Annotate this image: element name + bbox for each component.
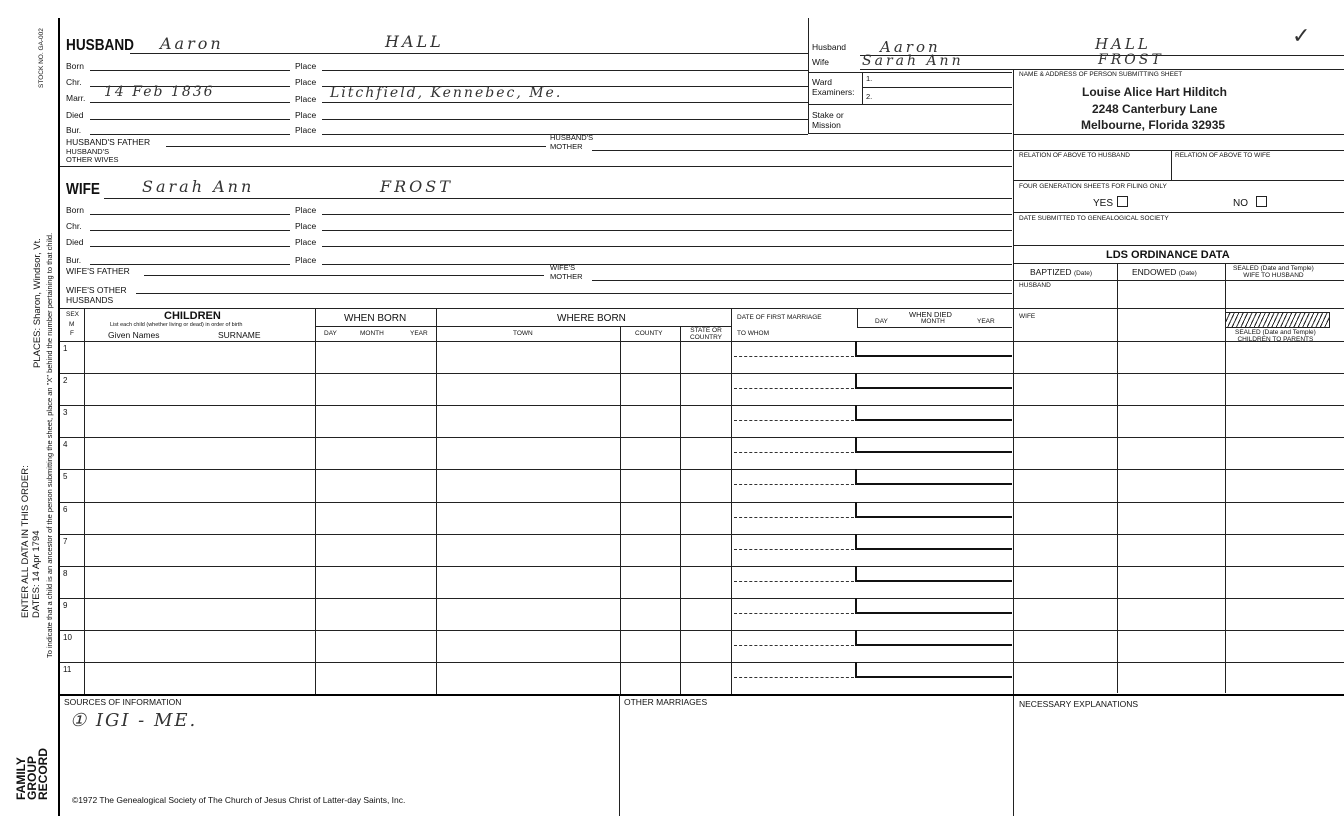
child-row-number: 7 <box>63 536 68 546</box>
wife-died-place-line <box>322 246 1012 247</box>
marriage-date-dashline <box>734 388 854 389</box>
marriage-date-dashline <box>734 420 854 421</box>
relation-bottom-border <box>1013 180 1344 181</box>
husband-bur-label: Bur. <box>66 125 82 135</box>
marriage-date-dashline <box>734 613 854 614</box>
marriage-date-dashline <box>734 517 854 518</box>
husband-chr-label: Chr. <box>66 77 82 87</box>
town-label: TOWN <box>513 330 533 337</box>
wifes-mother-label <box>550 263 583 281</box>
wife-chr-line <box>90 230 290 231</box>
yes-label: YES <box>1093 198 1114 209</box>
husband-heading: HUSBAND <box>66 37 134 54</box>
state-label-1: STATE OR <box>690 327 722 334</box>
ward-mid-border <box>808 104 1012 105</box>
child-row-number: 6 <box>63 504 68 514</box>
child-row-number: 8 <box>63 568 68 578</box>
submitter-city: Melbourne, Florida 32935 <box>1081 118 1226 132</box>
wifes-father-line <box>144 275 544 276</box>
marriage-date-dashline <box>734 677 854 678</box>
wife-born-place-line <box>322 214 1012 215</box>
child-row-line <box>60 469 1344 470</box>
other-husbands-label-2: HUSBANDS <box>66 295 114 305</box>
ward-husband-label: Husband <box>812 42 847 52</box>
sealed-wife-label-1: SEALED (Date and Temple) <box>1233 265 1314 272</box>
ward-top-border <box>808 72 1012 73</box>
col-state-divider <box>680 326 681 694</box>
sources-label: SOURCES OF INFORMATION <box>64 697 182 707</box>
husbands-mother-label-2: MOTHER <box>550 142 583 151</box>
no-label: NO <box>1233 198 1248 209</box>
born-day-label: DAY <box>324 330 337 337</box>
husband-marr-place-line <box>322 102 808 103</box>
husbands-father-label: HUSBAND'S FATHER <box>66 137 151 147</box>
sex-label: SEX <box>66 311 80 318</box>
husband-surname: HALL <box>385 32 444 51</box>
husband-marr-place-label: Place <box>295 94 317 104</box>
relation-wife-label: RELATION OF ABOVE TO WIFE <box>1175 152 1271 159</box>
baptized-date-note: (Date) <box>1073 270 1092 277</box>
wife-born-label: Born <box>66 205 84 215</box>
county-label: COUNTY <box>635 330 663 337</box>
wife-chr-place-label: Place <box>295 221 317 231</box>
husband-marr-label: Marr. <box>66 93 86 103</box>
wife-given-name: Sarah Ann <box>142 177 255 196</box>
ward-label: Ward <box>812 77 832 87</box>
examiner-2-label: 2. <box>866 92 873 101</box>
other-wives-label-2: OTHER WIVES <box>66 155 119 164</box>
husband-born-label: Born <box>66 61 84 71</box>
ward-wife-surname: FROST <box>1098 52 1164 68</box>
child-row-number: 2 <box>63 376 68 386</box>
child-row-line <box>60 502 1344 503</box>
child-row-line <box>60 630 1344 631</box>
lds-wife-label: WIFE <box>1019 313 1036 320</box>
ward-wife-label: Wife <box>812 57 829 67</box>
submitter-label: NAME & ADDRESS OF PERSON SUBMITTING SHEET <box>1019 71 1183 78</box>
four-gen-label: FOUR GENERATION SHEETS FOR FILING ONLY <box>1019 183 1167 190</box>
death-date-box <box>855 341 1012 357</box>
checkmark-icon: ✓ <box>1292 24 1314 49</box>
child-row-number: 5 <box>63 472 68 482</box>
wife-bur-place-label: Place <box>295 255 317 265</box>
wifes-father-label: WIFE'S FATHER <box>66 266 130 276</box>
first-marriage-label: DATE OF FIRST MARRIAGE <box>737 314 822 321</box>
relation-husband-label: RELATION OF ABOVE TO HUSBAND <box>1019 152 1130 159</box>
child-row-number: 4 <box>63 440 68 450</box>
children-title: CHILDREN <box>164 310 221 322</box>
wifes-other-husbands-label <box>66 285 127 305</box>
died-year-label: YEAR <box>977 318 995 325</box>
wife-died-line <box>90 246 290 247</box>
husbands-father-line <box>166 146 546 147</box>
death-date-box <box>855 630 1012 646</box>
sealed-children-label-1: SEALED (Date and Temple) <box>1235 329 1316 336</box>
wife-born-place-label: Place <box>295 205 317 215</box>
marriage-date-dashline <box>734 581 854 582</box>
husband-born-line <box>90 70 290 71</box>
other-wives-label-1: HUSBAND'S <box>66 147 110 156</box>
children-instruction: List each child (whether living or dead) in order of birth <box>110 322 243 328</box>
husband-section-bottom <box>60 166 1012 167</box>
wife-chr-place-line <box>322 230 1012 231</box>
husband-bur-line <box>90 134 290 135</box>
child-row-line <box>60 405 1344 406</box>
death-date-box <box>855 469 1012 485</box>
relation-divider <box>1171 150 1172 180</box>
husbands-mother-label <box>550 133 593 151</box>
other-husbands-label-1: WIFE'S OTHER <box>66 285 127 295</box>
child-row-number: 3 <box>63 408 68 418</box>
relation-top-border <box>1013 150 1344 151</box>
stake-label: Stake or <box>812 110 844 120</box>
death-date-box <box>855 662 1012 678</box>
husband-died-label: Died <box>66 110 84 120</box>
yes-checkbox[interactable] <box>1117 196 1128 207</box>
col-county-divider <box>620 326 621 694</box>
lds-title-bottom <box>1013 263 1344 264</box>
ward-wife-given: Sarah Ann <box>862 53 964 69</box>
death-date-box <box>855 373 1012 389</box>
sealed-children-label-2: CHILDREN TO PARENTS <box>1237 336 1314 343</box>
death-date-box <box>855 566 1012 582</box>
died-month-label: MONTH <box>921 318 945 325</box>
wife-born-line <box>90 214 290 215</box>
wife-bur-line <box>90 264 290 265</box>
sealed-wife-label <box>1233 265 1314 279</box>
husband-died-place-label: Place <box>295 110 317 120</box>
ward-wife-line <box>860 69 1344 70</box>
title-line-3: RECORD <box>36 747 50 800</box>
husbands-other-wives-label <box>66 148 119 164</box>
wifes-other-husbands-line <box>136 293 1012 294</box>
husband-marr-line <box>90 102 290 103</box>
endowed-text: ENDOWED <box>1132 267 1177 277</box>
born-subheader-line <box>315 326 731 327</box>
sex-f-label: F <box>70 330 74 337</box>
title-line-2: GROUP <box>25 755 39 800</box>
family-group-record-title <box>16 748 49 800</box>
marriage-date-dashline <box>734 484 854 485</box>
wife-bur-place-line <box>322 264 1012 265</box>
examiner-1-line <box>862 87 1012 88</box>
when-born-label: WHEN BORN <box>344 313 407 324</box>
baptized-text: BAPTIZED <box>1030 267 1072 277</box>
date-submitted-label: DATE SUBMITTED TO GENEALOGICAL SOCIETY <box>1019 215 1169 222</box>
no-checkbox[interactable] <box>1256 196 1267 207</box>
four-gen-bottom-border <box>1013 212 1344 213</box>
ward-block-left-border <box>808 18 809 134</box>
marriage-date-dashline <box>734 645 854 646</box>
death-date-box <box>855 405 1012 421</box>
lds-col-divider-1 <box>1117 263 1118 693</box>
husband-died-line <box>90 119 290 120</box>
endowed-label <box>1132 268 1197 278</box>
sealed-hatched-cell <box>1225 312 1330 328</box>
examiners-divider <box>862 72 863 104</box>
marriage-date: 14 Feb 1836 <box>104 84 215 100</box>
wife-heading: WIFE <box>66 181 100 198</box>
born-month-label: MONTH <box>360 330 384 337</box>
sources-value: ① IGI - ME. <box>70 710 198 731</box>
husband-bur-place-label: Place <box>295 125 317 135</box>
date-submitted-bottom-border <box>1013 245 1344 246</box>
title-line-1: FAMILY <box>14 757 28 800</box>
dates-instruction: DATES: 14 Apr 1794 <box>31 530 42 618</box>
lds-header-bottom <box>1013 280 1344 281</box>
state-country-label <box>690 327 722 341</box>
child-row-line <box>60 534 1344 535</box>
wife-name-line <box>104 198 1012 199</box>
wife-bur-label: Bur. <box>66 255 82 265</box>
death-date-box <box>855 598 1012 614</box>
husband-chr-place-label: Place <box>295 77 317 87</box>
surname-label: SURNAME <box>218 330 261 340</box>
enter-all-data: ENTER ALL DATA IN THIS ORDER: <box>20 465 31 618</box>
wifes-mother-label-2: MOTHER <box>550 272 583 281</box>
examiners-label: Examiners: <box>812 87 855 97</box>
child-row-number: 10 <box>63 632 72 642</box>
marriage-date-dashline <box>734 452 854 453</box>
footer-divider-1 <box>619 694 620 816</box>
child-ancestor-instruction: To indicate that a child is an ancestor of the person submitting the sheet, place an "X" behind the number pertaining to that child. <box>45 232 54 658</box>
child-row-number: 9 <box>63 600 68 610</box>
submitter-name: Louise Alice Hart Hilditch <box>1082 85 1227 99</box>
when-died-label: WHEN DIED <box>909 310 952 319</box>
where-born-label: WHERE BORN <box>557 313 626 324</box>
child-row-number: 11 <box>63 665 72 674</box>
wifes-mother-line <box>592 280 1012 281</box>
husband-born-place-line <box>322 70 808 71</box>
death-date-box <box>855 502 1012 518</box>
sealed-wife-label-2: WIFE TO HUSBAND <box>1243 272 1304 279</box>
ward-husband-given: Aaron <box>880 38 941 56</box>
died-header-line <box>857 327 1012 328</box>
child-row-line <box>60 373 1344 374</box>
wife-died-label: Died <box>66 237 84 247</box>
husband-born-place-label: Place <box>295 61 317 71</box>
necessary-explanations-label: NECESSARY EXPLANATIONS <box>1019 699 1139 709</box>
right-column-border <box>1013 69 1014 816</box>
died-header-left <box>857 308 858 328</box>
other-marriages-label: OTHER MARRIAGES <box>624 697 708 707</box>
death-date-box <box>855 534 1012 550</box>
form-left-border <box>58 18 60 816</box>
marriage-place: Litchfield, Kennebec, Me. <box>330 85 563 101</box>
wife-died-place-label: Place <box>295 237 317 247</box>
lds-husband-label: HUSBAND <box>1019 282 1051 289</box>
given-names-label: Given Names <box>108 330 160 340</box>
examiner-1-label: 1. <box>866 74 873 83</box>
ward-bottom-border <box>808 133 1012 134</box>
submitter-bottom-border <box>1013 134 1344 135</box>
husband-died-place-line <box>322 119 808 120</box>
husbands-mother-label-1: HUSBAND'S <box>550 133 594 142</box>
wifes-mother-label-1: WIFE'S <box>550 263 576 272</box>
marriage-date-dashline <box>734 549 854 550</box>
sex-m-label: M <box>69 321 75 328</box>
death-date-box <box>855 437 1012 453</box>
copyright-notice: ©1972 The Genealogical Society of The Church of Jesus Christ of Latter-day Saints, Inc. <box>72 795 406 805</box>
child-row-line <box>60 566 1344 567</box>
children-header-top <box>60 308 1344 309</box>
died-day-label: DAY <box>875 318 888 325</box>
husband-given-name: Aaron <box>160 34 224 53</box>
marriage-date-dashline <box>734 356 854 357</box>
children-table-bottom <box>60 694 1344 696</box>
places-instruction: PLACES: Sharon, Windsor, Vt. <box>32 238 43 368</box>
state-label-2: COUNTRY <box>690 334 723 341</box>
baptized-label <box>1030 268 1092 278</box>
stock-number: STOCK NO. GA-002 <box>38 28 45 88</box>
child-row-line <box>60 437 1344 438</box>
submitter-address: 2248 Canterbury Lane <box>1092 102 1218 116</box>
mission-label: Mission <box>812 120 841 130</box>
endowed-date-note: (Date) <box>1178 270 1197 277</box>
children-header-bottom <box>60 341 1344 342</box>
child-row-line <box>60 598 1344 599</box>
wife-chr-label: Chr. <box>66 221 82 231</box>
husbands-mother-line <box>592 150 1012 151</box>
child-row-line <box>60 662 1344 663</box>
to-whom-label: TO WHOM <box>737 330 770 337</box>
ward-husband-surname: HALL <box>1095 35 1151 53</box>
born-year-label: YEAR <box>410 330 428 337</box>
wife-surname: FROST <box>380 177 453 196</box>
lds-title: LDS ORDINANCE DATA <box>1106 249 1230 261</box>
husband-name-line <box>130 53 808 54</box>
child-row-number: 1 <box>63 344 68 353</box>
